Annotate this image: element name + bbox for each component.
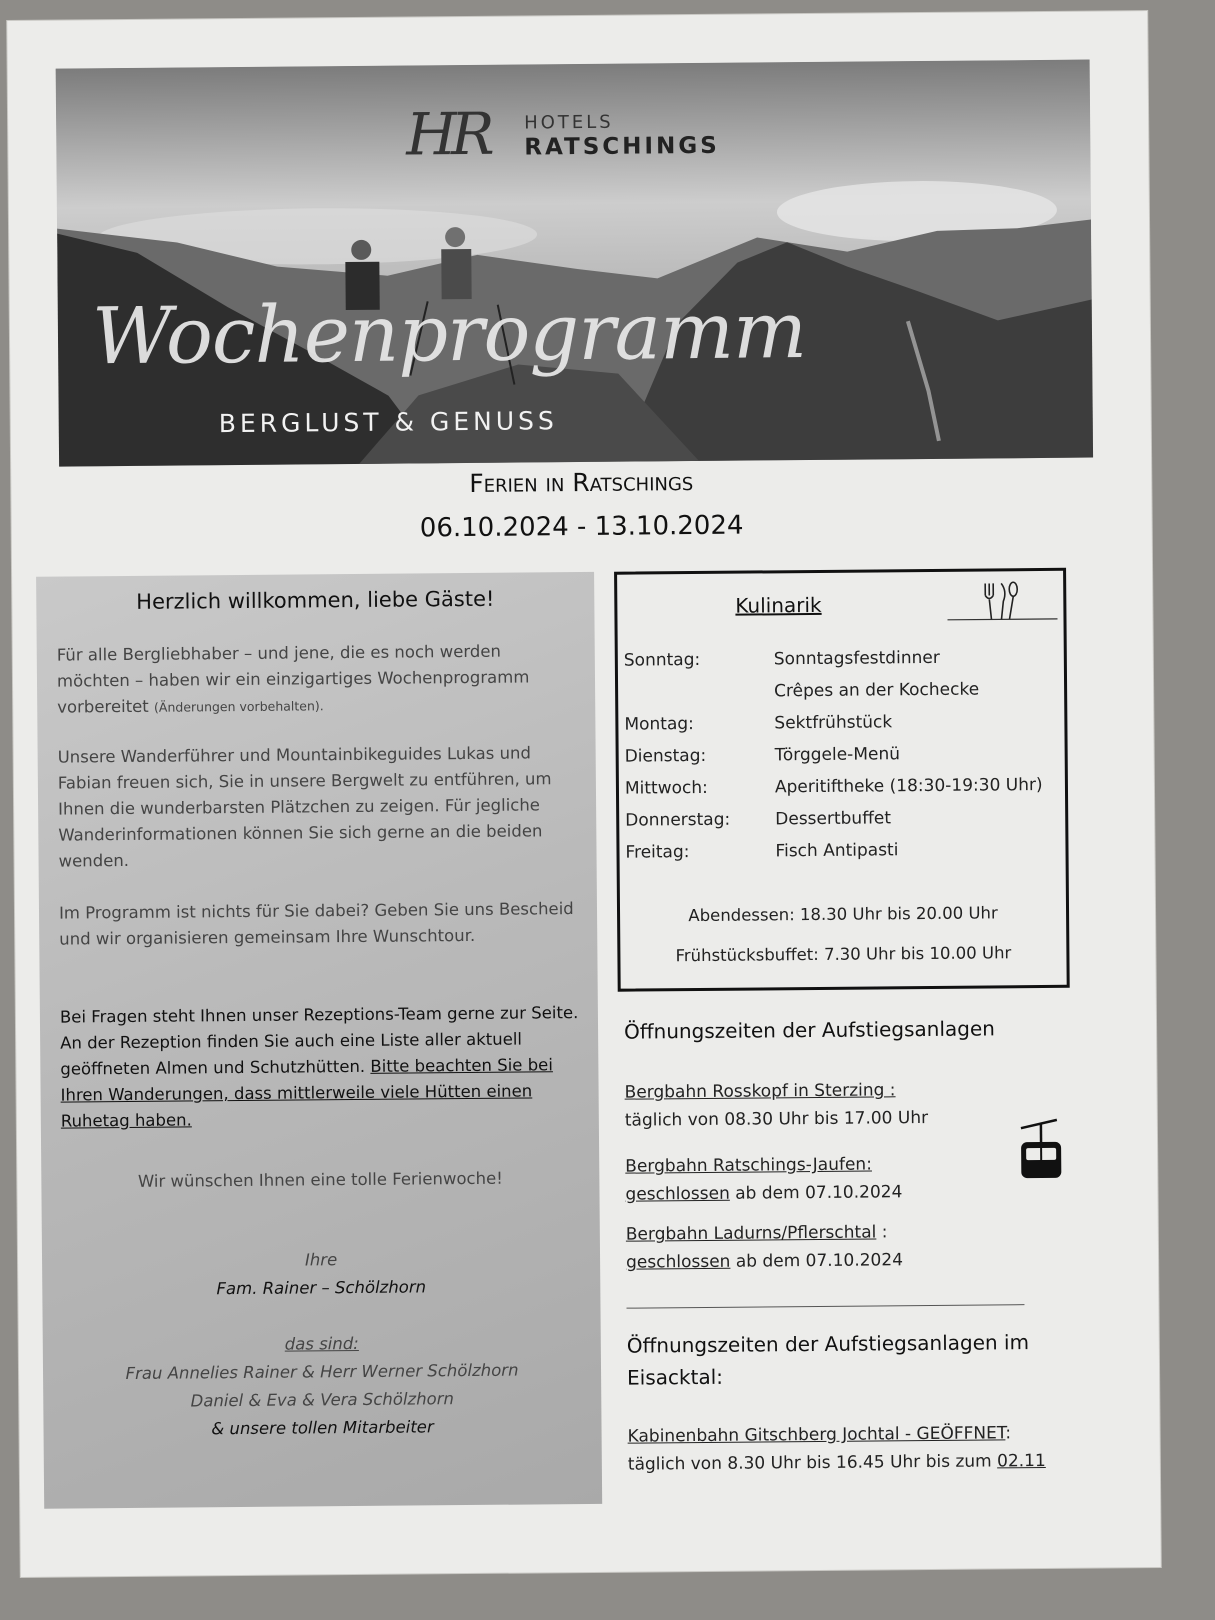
menu-day: Dienstag: [624, 745, 707, 767]
gondola-icon [1017, 1118, 1064, 1182]
menu-row [625, 743, 1065, 777]
das-sind-text: das sind: [284, 1333, 359, 1354]
dinner-label: Abendessen: [688, 905, 795, 926]
gitschberg-colon: : [1005, 1423, 1012, 1444]
rosskopf-name-text: Bergbahn Rosskopf in Sterzing : [624, 1080, 896, 1103]
flyer-sheet [7, 11, 1161, 1577]
welcome-paragraph-3: Im Programm ist nichts für Sie dabei? Geben Sie uns Bescheid und wir organisieren gemeinsam Ihre Wunschtour. [58, 899, 574, 949]
menu-day: Sonntag: [623, 649, 701, 671]
logo-hotels: HOTELS [524, 111, 614, 134]
names-line-1: Frau Annelies Rainer & Herr Werner Schölzhorn [125, 1360, 519, 1384]
menu-item: Aperitiftheke (18:30-19:30 Uhr) [774, 774, 1043, 798]
kulinarik-box [614, 568, 1070, 992]
menu-row [624, 679, 1064, 713]
ladurns-colon: : [876, 1222, 888, 1243]
jaufen-from: ab dem 07.10.2024 [735, 1182, 903, 1204]
ladurns-status-line [626, 1247, 903, 1275]
hero-subtitle: BERGLUST & GENUSS [218, 406, 558, 439]
menu-item: Sonntagsfestdinner [773, 647, 940, 670]
menu-day: Mittwoch: [624, 777, 708, 799]
section-divider [626, 1304, 1024, 1308]
eisacktal-title-line-2: Eisacktal: [626, 1364, 724, 1390]
menu-row [625, 807, 1065, 841]
names-line-3: & unsere tollen Mitarbeiter [211, 1417, 434, 1439]
jaufen-name [625, 1152, 872, 1180]
menu-item: Sektfrühstück [774, 712, 893, 734]
lifts-title: Öffnungszeiten der Aufstiegsanlagen [623, 1016, 996, 1044]
welcome-paragraph-2: Unsere Wanderführer und Mountainbikeguides Lukas und Fabian freuen sich, Sie in unsere Bergwelt zu entführen, um Ihnen die wunderbarsten Plätzchen zu zeigen. Für jegliche Wanderinformationen können Sie sich gerne an die beiden wenden. [57, 743, 552, 871]
gitschberg-name [627, 1420, 1011, 1449]
logo-ratschings: RATSCHINGS [524, 132, 720, 161]
gitschberg-hours-line [628, 1448, 1046, 1478]
page-heading: Ferien in Ratschings [469, 467, 694, 498]
hero-title: Wochenprogramm [91, 286, 807, 383]
welcome-panel [36, 572, 602, 1509]
breakfast-time: 7.30 Uhr bis 10.00 Uhr [823, 943, 1012, 964]
ihre-text: Ihre [304, 1250, 338, 1270]
dinner-time: 18.30 Uhr bis 20.00 Uhr [799, 903, 998, 925]
welcome-paragraph-4 [60, 1000, 581, 1135]
menu-item: Dessertbuffet [775, 808, 892, 830]
menu-row [624, 711, 1064, 745]
welcome-paragraph-1-text: Für alle Bergliebhaber – und jene, die es noch werden möchten – haben wir ein einzigartiges Wochenprogramm vorbereitet [56, 641, 530, 717]
menu-row [624, 647, 1064, 681]
menu-item: Crêpes an der Kochecke [774, 679, 980, 702]
hut-rest-day-note: Bitte beachten Sie bei Ihren Wanderungen, dass mittlerweile viele Hütten einen Ruhetag haben. [60, 1055, 553, 1131]
names-line-2: Daniel & Eva & Vera Schölzhorn [190, 1389, 455, 1411]
breakfast-label: Frühstücksbuffet: [675, 944, 819, 966]
changes-note: (Änderungen vorbehalten). [153, 698, 324, 715]
jaufen-name-text: Bergbahn Ratschings-Jaufen: [625, 1154, 872, 1177]
logo-mark: HR [405, 99, 489, 169]
eisacktal-title-line-1: Öffnungszeiten der Aufstiegsanlagen im [626, 1330, 1030, 1358]
menu-item: Fisch Antipasti [775, 840, 899, 862]
date-range: 06.10.2024 - 13.10.2024 [419, 510, 744, 544]
welcome-title: Herzlich willkommen, liebe Gäste! [136, 586, 495, 614]
ladurns-name-text: Bergbahn Ladurns/Pflerschtal [625, 1222, 877, 1245]
rosskopf-hours: täglich von 08.30 Uhr bis 17.00 Uhr [624, 1108, 929, 1131]
jaufen-status-line [625, 1179, 902, 1207]
gitschberg-hours: täglich von 8.30 Uhr bis 16.45 Uhr bis zum [627, 1451, 992, 1475]
menu-item: Törggele-Menü [774, 744, 901, 766]
menu-row [625, 839, 1065, 873]
kulinarik-title: Kulinarik [735, 592, 822, 618]
dinner-hours [620, 903, 1066, 926]
welcome-paragraph-1 [57, 638, 578, 722]
wish-text: Wir wünschen Ihnen eine tolle Ferienwoche! [137, 1168, 503, 1191]
jaufen-status: geschlossen [625, 1183, 730, 1205]
breakfast-hours [620, 943, 1066, 966]
ladurns-name [626, 1219, 888, 1247]
welcome-paragraph-4-text: Bei Fragen steht Ihnen unser Rezeptions-Team gerne zur Seite. An der Rezeption finden Sie auch eine Liste aller aktuell geöffneten Almen und Schutzhütten. [59, 1003, 579, 1079]
hero-banner [56, 60, 1093, 467]
menu-day: Donnerstag: [625, 809, 731, 831]
gitschberg-name-text: Kabinenbahn Gitschberg Jochtal - GEÖFFNET [627, 1423, 1006, 1447]
menu-row [625, 775, 1065, 809]
menu-day: Montag: [624, 714, 694, 735]
ladurns-from: ab dem 07.10.2024 [735, 1250, 904, 1272]
menu-day: Freitag: [625, 842, 690, 863]
cutlery-icon [947, 579, 1057, 624]
ladurns-status: geschlossen [626, 1251, 731, 1273]
gitschberg-until: 02.11 [997, 1450, 1046, 1472]
rosskopf-name [624, 1077, 895, 1105]
family-signature: Fam. Rainer – Schölzhorn [216, 1277, 427, 1299]
